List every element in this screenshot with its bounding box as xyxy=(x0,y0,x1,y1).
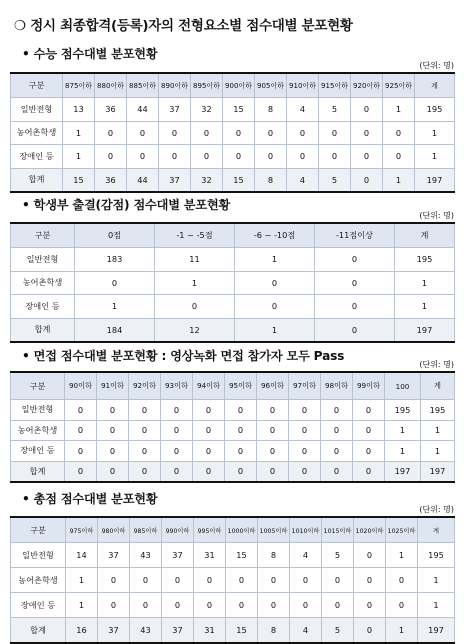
table-row xyxy=(11,593,455,618)
section-title-suneung: • 수능 점수대별 분포현황 xyxy=(22,47,158,61)
header-cell: 96이하 xyxy=(257,372,289,400)
table-cell: 0 xyxy=(98,568,130,593)
table-row xyxy=(11,121,455,145)
table-cell: 37 xyxy=(98,618,130,644)
table-cell: 0 xyxy=(191,145,223,169)
table-cell: 0 xyxy=(383,121,415,145)
header-cell: 1025이하 xyxy=(386,517,418,543)
table-cell: 197 xyxy=(418,618,455,644)
table-cell: 0 xyxy=(129,461,161,482)
header-cell: 93이하 xyxy=(161,372,193,400)
table-cell: 44 xyxy=(127,168,159,192)
header-cell: 995이하 xyxy=(194,517,226,543)
table-cell: 0 xyxy=(315,271,395,295)
table-cell: 0 xyxy=(161,441,193,462)
header-cell: -6 ~ -10점 xyxy=(235,223,315,248)
table-cell: 1 xyxy=(66,593,98,618)
total-score-table xyxy=(10,516,455,644)
row-label: 일반전형 xyxy=(11,98,63,122)
header-cell: 92이하 xyxy=(129,372,161,400)
table-cell: 0 xyxy=(130,568,162,593)
table-cell: 0 xyxy=(97,400,129,421)
table-cell: 0 xyxy=(315,248,395,272)
table-cell: 8 xyxy=(255,98,287,122)
table-cell: 0 xyxy=(95,145,127,169)
table-cell: 0 xyxy=(354,593,386,618)
table-cell: 195 xyxy=(415,98,455,122)
total-row xyxy=(11,168,455,192)
table-cell: 0 xyxy=(129,400,161,421)
table-cell: 0 xyxy=(226,568,258,593)
header-cell: 895이하 xyxy=(191,73,223,98)
row-label: 농어촌학생 xyxy=(11,568,66,593)
header-cell: 1015이하 xyxy=(322,517,354,543)
header-cell: 990이하 xyxy=(162,517,194,543)
table-cell: 32 xyxy=(191,168,223,192)
table-cell: 0 xyxy=(194,568,226,593)
header-cell: 875이하 xyxy=(63,73,95,98)
total-row xyxy=(11,618,455,644)
table-cell: 0 xyxy=(290,568,322,593)
table-cell: 0 xyxy=(287,145,319,169)
header-cell: 94이하 xyxy=(193,372,225,400)
table-cell: 1 xyxy=(386,543,418,568)
header-cell: 98이하 xyxy=(321,372,353,400)
table-cell: 0 xyxy=(319,145,351,169)
table-row xyxy=(11,420,455,441)
table-cell: 0 xyxy=(289,461,321,482)
table-cell: 0 xyxy=(225,400,257,421)
table-cell: 0 xyxy=(351,121,383,145)
table-cell: 0 xyxy=(351,168,383,192)
table-cell: 195 xyxy=(418,543,455,568)
table-row xyxy=(11,441,455,462)
table-cell: 195 xyxy=(421,400,455,421)
table-cell: 0 xyxy=(353,420,385,441)
table-cell: 15 xyxy=(223,168,255,192)
table-cell: 1 xyxy=(395,271,455,295)
table-cell: 15 xyxy=(223,98,255,122)
table-cell: 37 xyxy=(159,168,191,192)
header-cell: 구분 xyxy=(11,223,75,248)
table-cell: 0 xyxy=(321,400,353,421)
table-cell: 0 xyxy=(98,593,130,618)
table-cell: 195 xyxy=(395,248,455,272)
table-cell: 184 xyxy=(75,318,155,342)
table-cell: 0 xyxy=(194,593,226,618)
table-cell: 15 xyxy=(63,168,95,192)
table-cell: 0 xyxy=(353,400,385,421)
table-cell: 0 xyxy=(321,420,353,441)
header-cell: 985이하 xyxy=(130,517,162,543)
table-header-row xyxy=(11,372,455,400)
table-cell: 37 xyxy=(162,618,194,644)
header-cell: 1005이하 xyxy=(258,517,290,543)
header-cell: -1 ~ -5점 xyxy=(155,223,235,248)
header-cell: 1020이하 xyxy=(354,517,386,543)
table-cell: 14 xyxy=(66,543,98,568)
table-cell: 1 xyxy=(418,568,455,593)
table-cell: 37 xyxy=(159,98,191,122)
table-cell: 1 xyxy=(385,441,421,462)
table-cell: 0 xyxy=(386,568,418,593)
header-cell: 계 xyxy=(421,372,455,400)
unit-label: (단위: 명) xyxy=(419,211,454,220)
interview-score-table xyxy=(10,371,455,483)
table-header-row xyxy=(11,73,455,98)
table-cell: 0 xyxy=(129,441,161,462)
table-cell: 0 xyxy=(65,441,97,462)
total-row xyxy=(11,461,455,482)
row-label: 농어촌학생 xyxy=(11,420,65,441)
table-cell: 0 xyxy=(223,145,255,169)
row-label: 장애인 등 xyxy=(11,295,75,319)
row-label: 장애인 등 xyxy=(11,441,65,462)
table-cell: 1 xyxy=(386,618,418,644)
table-cell: 1 xyxy=(383,98,415,122)
table-cell: 197 xyxy=(415,168,455,192)
table-cell: 1 xyxy=(66,568,98,593)
total-row xyxy=(11,318,455,342)
table-cell: 8 xyxy=(255,168,287,192)
table-cell: 0 xyxy=(97,441,129,462)
row-label: 일반전형 xyxy=(11,248,75,272)
table-cell: 1 xyxy=(155,271,235,295)
table-cell: 0 xyxy=(321,441,353,462)
unit-label: (단위: 명) xyxy=(419,360,454,369)
table-cell: 44 xyxy=(127,98,159,122)
table-cell: 0 xyxy=(235,295,315,319)
table-cell: 0 xyxy=(159,145,191,169)
table-cell: 0 xyxy=(191,121,223,145)
table-cell: 1 xyxy=(235,248,315,272)
row-label: 장애인 등 xyxy=(11,593,66,618)
table-cell: 0 xyxy=(235,271,315,295)
table-cell: 0 xyxy=(193,461,225,482)
table-row xyxy=(11,248,455,272)
table-cell: 0 xyxy=(161,420,193,441)
table-cell: 197 xyxy=(385,461,421,482)
table-cell: 0 xyxy=(315,295,395,319)
table-cell: 1 xyxy=(75,295,155,319)
header-cell: 915이하 xyxy=(319,73,351,98)
table-cell: 0 xyxy=(223,121,255,145)
header-cell: 구분 xyxy=(11,73,63,98)
table-cell: 0 xyxy=(353,461,385,482)
table-cell: 0 xyxy=(65,420,97,441)
table-row xyxy=(11,400,455,421)
table-cell: 0 xyxy=(155,295,235,319)
table-cell: 4 xyxy=(290,618,322,644)
attendance-score-table xyxy=(10,222,455,343)
table-cell: 1 xyxy=(415,145,455,169)
table-cell: 4 xyxy=(287,168,319,192)
table-cell: 11 xyxy=(155,248,235,272)
table-cell: 15 xyxy=(226,543,258,568)
header-cell: 905이하 xyxy=(255,73,287,98)
header-cell: 0점 xyxy=(75,223,155,248)
table-row xyxy=(11,145,455,169)
table-cell: 1 xyxy=(421,441,455,462)
table-cell: 0 xyxy=(225,441,257,462)
table-cell: 0 xyxy=(319,121,351,145)
table-cell: 0 xyxy=(354,543,386,568)
table-cell: 5 xyxy=(322,618,354,644)
table-cell: 4 xyxy=(290,543,322,568)
table-cell: 0 xyxy=(193,400,225,421)
header-cell: 980이하 xyxy=(98,517,130,543)
table-cell: 197 xyxy=(395,318,455,342)
table-cell: 0 xyxy=(257,420,289,441)
table-cell: 0 xyxy=(161,461,193,482)
table-row xyxy=(11,98,455,122)
header-cell: 910이하 xyxy=(287,73,319,98)
table-cell: 36 xyxy=(95,168,127,192)
table-cell: 1 xyxy=(63,121,95,145)
table-cell: 183 xyxy=(75,248,155,272)
row-label: 일반전형 xyxy=(11,400,65,421)
row-label: 합계 xyxy=(11,461,65,482)
header-cell: 900이하 xyxy=(223,73,255,98)
table-cell: 0 xyxy=(127,121,159,145)
table-header-row xyxy=(11,517,455,543)
header-cell: 97이하 xyxy=(289,372,321,400)
table-cell: 0 xyxy=(193,420,225,441)
row-label: 합계 xyxy=(11,618,66,644)
header-cell: -11점이상 xyxy=(315,223,395,248)
table-cell: 43 xyxy=(130,618,162,644)
header-cell: 99이하 xyxy=(353,372,385,400)
table-cell: 12 xyxy=(155,318,235,342)
table-cell: 8 xyxy=(258,618,290,644)
table-cell: 1 xyxy=(235,318,315,342)
table-cell: 4 xyxy=(287,98,319,122)
table-cell: 0 xyxy=(225,461,257,482)
table-cell: 0 xyxy=(321,461,353,482)
header-cell: 890이하 xyxy=(159,73,191,98)
header-cell: 구분 xyxy=(11,372,65,400)
table-cell: 0 xyxy=(95,121,127,145)
table-cell: 0 xyxy=(322,568,354,593)
header-cell: 계 xyxy=(418,517,455,543)
table-cell: 0 xyxy=(255,121,287,145)
table-cell: 37 xyxy=(162,543,194,568)
table-cell: 37 xyxy=(98,543,130,568)
table-cell: 0 xyxy=(289,400,321,421)
header-cell: 계 xyxy=(415,73,455,98)
table-cell: 0 xyxy=(75,271,155,295)
header-cell: 90이하 xyxy=(65,372,97,400)
header-cell: 885이하 xyxy=(127,73,159,98)
table-cell: 0 xyxy=(354,618,386,644)
table-cell: 0 xyxy=(162,593,194,618)
unit-label: (단위: 명) xyxy=(419,505,454,514)
table-cell: 1 xyxy=(63,145,95,169)
section-title-attendance: • 학생부 출결(감점) 점수대별 분포현황 xyxy=(22,198,231,212)
table-cell: 0 xyxy=(97,420,129,441)
table-cell: 13 xyxy=(63,98,95,122)
table-cell: 0 xyxy=(129,420,161,441)
table-cell: 197 xyxy=(421,461,455,482)
table-cell: 0 xyxy=(257,461,289,482)
table-cell: 0 xyxy=(159,121,191,145)
table-cell: 0 xyxy=(65,461,97,482)
table-cell: 0 xyxy=(351,98,383,122)
table-cell: 0 xyxy=(130,593,162,618)
table-cell: 16 xyxy=(66,618,98,644)
table-cell: 43 xyxy=(130,543,162,568)
table-cell: 0 xyxy=(127,145,159,169)
table-cell: 1 xyxy=(418,593,455,618)
table-cell: 15 xyxy=(226,618,258,644)
table-cell: 0 xyxy=(226,593,258,618)
header-cell: 920이하 xyxy=(351,73,383,98)
table-row xyxy=(11,271,455,295)
table-cell: 0 xyxy=(353,441,385,462)
table-cell: 0 xyxy=(97,461,129,482)
table-cell: 0 xyxy=(322,593,354,618)
table-cell: 0 xyxy=(255,145,287,169)
table-cell: 0 xyxy=(386,593,418,618)
section-title-total-score: • 총점 점수대별 분포현황 xyxy=(22,492,158,506)
table-cell: 1 xyxy=(395,295,455,319)
header-cell: 95이하 xyxy=(225,372,257,400)
table-row xyxy=(11,568,455,593)
header-cell: 구분 xyxy=(11,517,66,543)
table-cell: 0 xyxy=(289,420,321,441)
table-cell: 1 xyxy=(383,168,415,192)
table-cell: 36 xyxy=(95,98,127,122)
table-cell: 5 xyxy=(319,98,351,122)
suneung-score-table xyxy=(10,72,455,193)
section-title-interview: • 면접 점수대별 분포현황 : 영상녹화 면접 참가자 모두 Pass xyxy=(22,349,345,363)
table-row xyxy=(11,543,455,568)
page-title: ❍ 정시 최종합격(등록)자의 전형요소별 점수대별 분포현황 xyxy=(14,18,353,34)
table-cell: 0 xyxy=(287,121,319,145)
table-cell: 0 xyxy=(290,593,322,618)
table-cell: 195 xyxy=(385,400,421,421)
table-cell: 5 xyxy=(322,543,354,568)
row-label: 농어촌학생 xyxy=(11,271,75,295)
row-label: 일반전형 xyxy=(11,543,66,568)
table-row xyxy=(11,295,455,319)
header-cell: 975이하 xyxy=(66,517,98,543)
table-cell: 0 xyxy=(225,420,257,441)
header-cell: 91이하 xyxy=(97,372,129,400)
header-cell: 1010이하 xyxy=(290,517,322,543)
table-cell: 0 xyxy=(354,568,386,593)
row-label: 합계 xyxy=(11,168,63,192)
row-label: 장애인 등 xyxy=(11,145,63,169)
table-cell: 0 xyxy=(258,568,290,593)
unit-label: (단위: 명) xyxy=(419,61,454,70)
header-cell: 1000이하 xyxy=(226,517,258,543)
row-label: 합계 xyxy=(11,318,75,342)
header-cell: 100 xyxy=(385,372,421,400)
table-cell: 0 xyxy=(162,568,194,593)
table-cell: 0 xyxy=(161,400,193,421)
header-cell: 계 xyxy=(395,223,455,248)
table-cell: 0 xyxy=(383,145,415,169)
table-cell: 8 xyxy=(258,543,290,568)
table-cell: 0 xyxy=(65,400,97,421)
table-cell: 0 xyxy=(351,145,383,169)
row-label: 농어촌학생 xyxy=(11,121,63,145)
table-cell: 31 xyxy=(194,618,226,644)
table-cell: 0 xyxy=(289,441,321,462)
table-cell: 1 xyxy=(385,420,421,441)
header-cell: 880이하 xyxy=(95,73,127,98)
table-cell: 0 xyxy=(315,318,395,342)
table-cell: 31 xyxy=(194,543,226,568)
table-cell: 0 xyxy=(257,400,289,421)
table-cell: 0 xyxy=(258,593,290,618)
table-cell: 1 xyxy=(421,420,455,441)
table-cell: 0 xyxy=(257,441,289,462)
header-cell: 925이하 xyxy=(383,73,415,98)
table-cell: 5 xyxy=(319,168,351,192)
table-cell: 32 xyxy=(191,98,223,122)
table-cell: 1 xyxy=(415,121,455,145)
table-cell: 0 xyxy=(193,441,225,462)
table-header-row xyxy=(11,223,455,248)
